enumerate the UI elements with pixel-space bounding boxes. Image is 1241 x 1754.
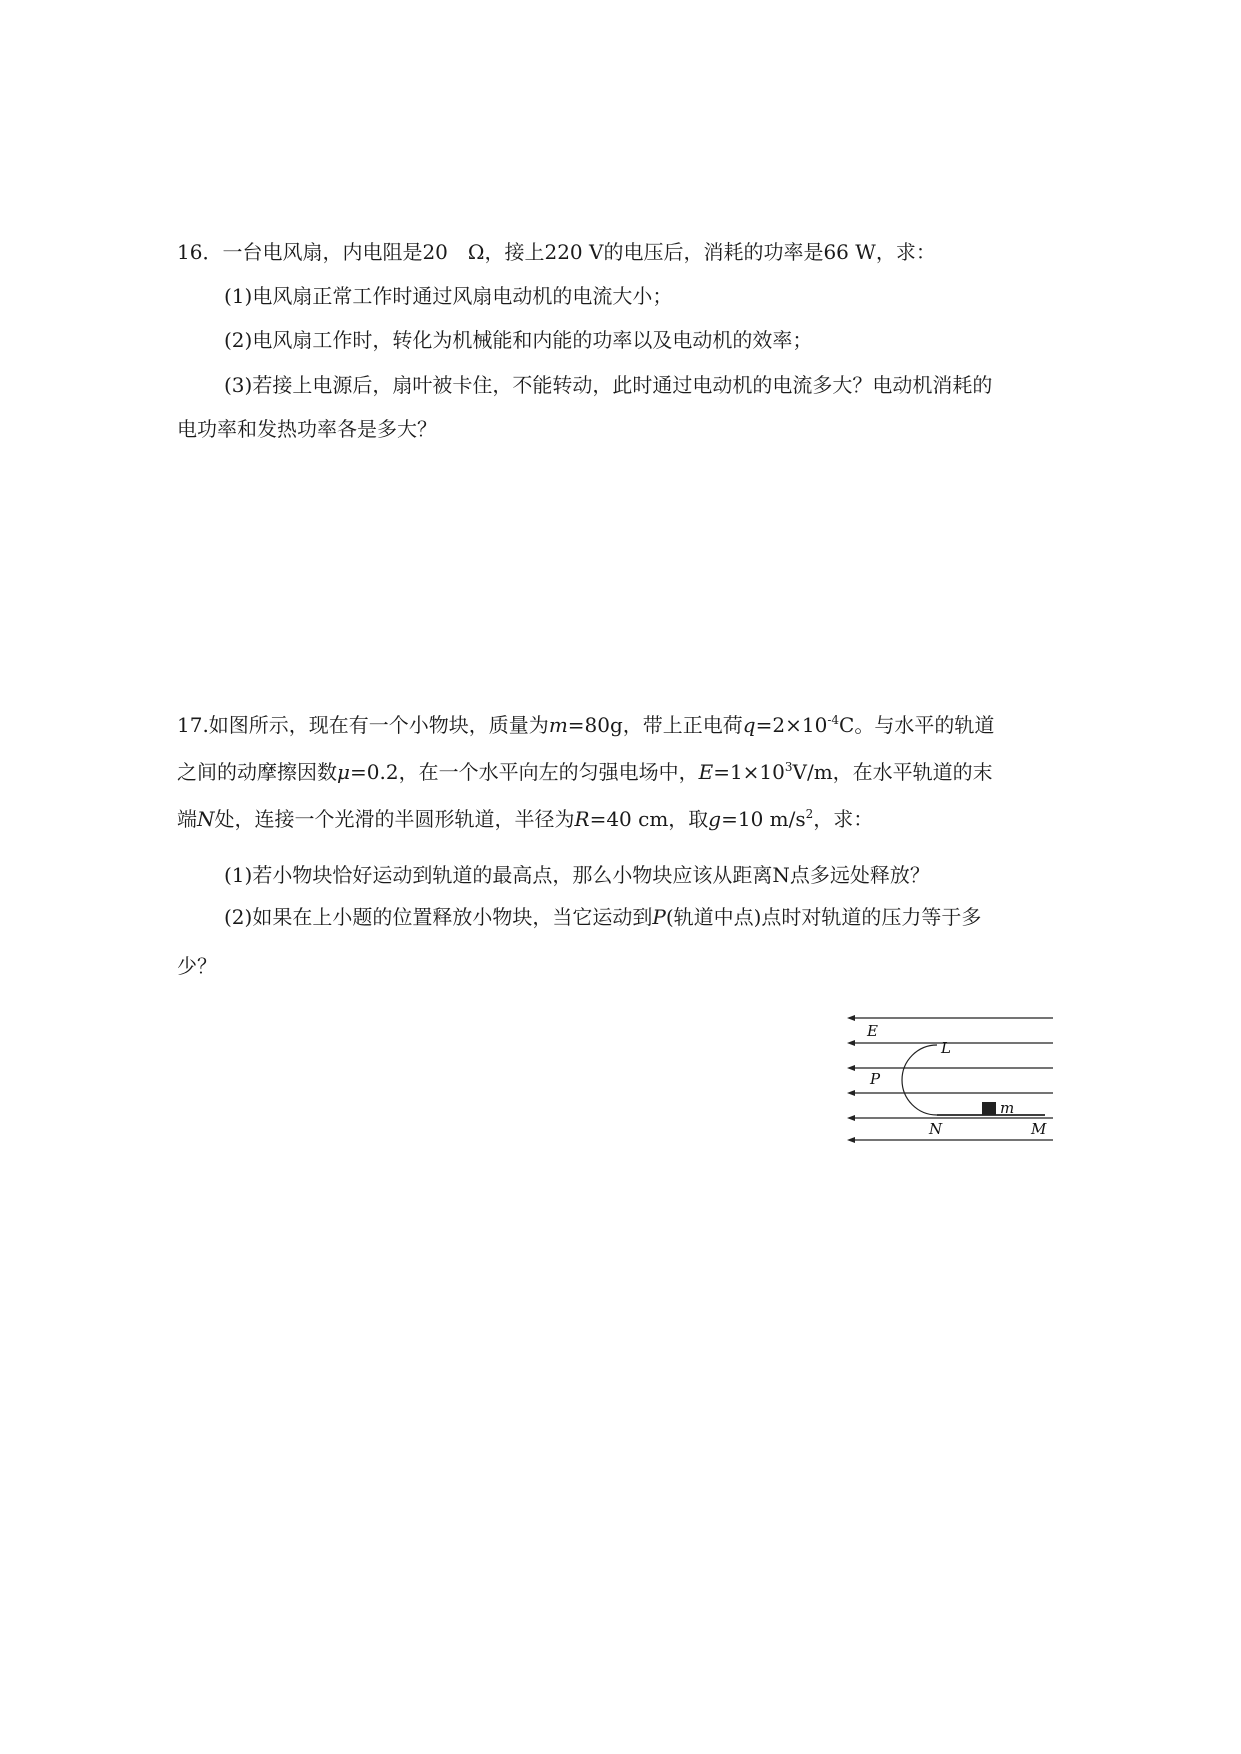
- field-track-figure: [845, 1005, 1065, 1159]
- q17-part-1: (1)若小物块恰好运动到轨道的最高点，那么小物块应该从距离N点多远处释放？: [224, 863, 930, 887]
- arrowhead-5: [847, 1115, 855, 1121]
- label-L: L: [941, 1039, 951, 1057]
- q16-part-2: (2)电风扇工作时，转化为机械能和内能的功率以及电动机的效率；: [224, 328, 813, 352]
- q16-stem: 16．一台电风扇，内电阻是20 Ω，接上220 V的电压后，消耗的功率是66 W，求：: [177, 240, 936, 264]
- label-P: P: [870, 1070, 881, 1088]
- label-E: E: [867, 1022, 878, 1040]
- arrowhead-1: [847, 1015, 855, 1021]
- q16-part-3-cont: 电功率和发热功率各是多大？: [177, 417, 437, 441]
- label-N: N: [929, 1120, 943, 1138]
- arrowhead-3: [847, 1065, 855, 1071]
- block-m: [982, 1102, 996, 1115]
- q16-part-1: (1)电风扇正常工作时通过风扇电动机的电流大小；: [224, 284, 673, 308]
- q17-line-2: 之间的动摩擦因数μ=0.2，在一个水平向左的匀强电场中，$E=1\times 10^3V/m$，在水平轨道的末: [177, 760, 993, 784]
- q17-line-1: 17.如图所示，现在有一个小物块，质量为m=80g，带上正电荷$q=2\times 10^{-4}C$。与水平的轨道: [177, 713, 995, 737]
- arrowhead-2: [847, 1040, 855, 1046]
- label-M: M: [1031, 1120, 1047, 1138]
- field-track-diagram: [845, 1005, 1065, 1155]
- q17-part-2: (2)如果在上小题的位置释放小物块，当它运动到P(轨道中点)点时对轨道的压力等于多: [224, 905, 982, 929]
- q17-line-3: 端N处，连接一个光滑的半圆形轨道，半径为R=40 cm，取g=10 $m/s^2$，求：: [177, 807, 874, 831]
- q16-part-3: (3)若接上电源后，扇叶被卡住，不能转动，此时通过电动机的电流多大？电动机消耗的: [224, 373, 993, 397]
- arrowhead-6: [847, 1137, 855, 1143]
- label-m: m: [1000, 1099, 1015, 1117]
- q17-part-2-cont: 少？: [177, 954, 217, 978]
- semicircle-track: [902, 1045, 937, 1115]
- arrowhead-4: [847, 1090, 855, 1096]
